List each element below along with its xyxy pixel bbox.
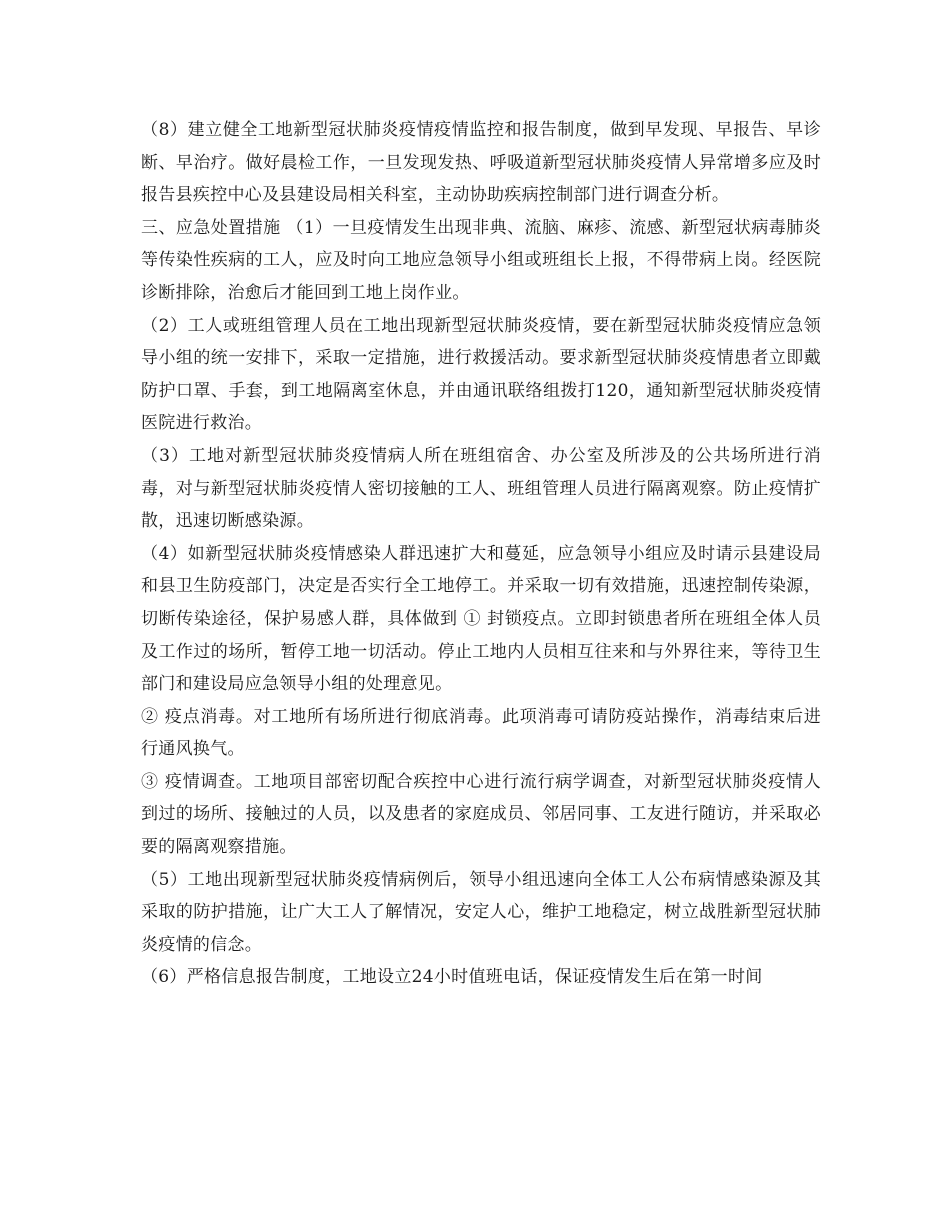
paragraph-emergency-measures-1: 三、应急处置措施 （1）一旦疫情发生出现非典、流脑、麻疹、流感、新型冠状病毒肺炎等传染性疾病的工人，应及时向工地应急领导小组或班组长上报，不得带病上岗。经医院诊断排除，治愈后才能回到工地上岗作业。 [141,217,821,303]
paragraph-disinfection: ② 疫点消毒。对工地所有场所进行彻底消毒。此项消毒可请防疫站操作，消毒结束后进行通风换气。 [141,706,821,760]
document-body [141,114,821,994]
paragraph-emergency-measures-2: （2）工人或班组管理人员在工地出现新型冠状肺炎疫情，要在新型冠状肺炎疫情应急领导小组的统一安排下，采取一定措施，进行救援活动。要求新型冠状肺炎疫情患者立即戴防护口罩、手套，到工地隔离室休息，并由通讯联络组拨打120，通知新型冠状肺炎疫情医院进行救治。 [141,315,821,434]
paragraph-emergency-measures-4: （4）如新型冠状肺炎疫情感染人群迅速扩大和蔓延，应急领导小组应及时请示县建设局和县卫生防疫部门，决定是否实行全工地停工。并采取一切有效措施，迅速控制传染源，切断传染途径，保护易感人群，具体做到 ① 封锁疫点。立即封锁患者所在班组全体人员及工作过的场所，暂停工地一切活动。停止工地内人员相互往来和与外界往来，等待卫生部门和建设局应急领导小组的处理意见。 [141,543,821,695]
paragraph-monitoring-system: （8）建立健全工地新型冠状肺炎疫情疫情监控和报告制度，做到早发现、早报告、早诊断、早治疗。做好晨检工作，一旦发现发热、呼吸道新型冠状肺炎疫情人异常增多应及时报告县疾控中心及县建设局相关科室，主动协助疾病控制部门进行调查分析。 [141,120,821,206]
paragraph-investigation: ③ 疫情调查。工地项目部密切配合疾控中心进行流行病学调查，对新型冠状肺炎疫情人到过的场所、接触过的人员，以及患者的家庭成员、邻居同事、工友进行随访，并采取必要的隔离观察措施。 [141,771,821,858]
paragraph-emergency-measures-3: （3）工地对新型冠状肺炎疫情病人所在班组宿舍、办公室及所涉及的公共场所进行消毒，对与新型冠状肺炎疫情人密切接触的工人、班组管理人员进行隔离观察。防止疫情扩散，迅速切断感染源。 [141,445,821,532]
paragraph-emergency-measures-6: （6）严格信息报告制度，工地设立24小时值班电话，保证疫情发生后在第一时间 [141,967,763,988]
paragraph-emergency-measures-5: （5）工地出现新型冠状肺炎疫情病例后，领导小组迅速向全体工人公布病情感染源及其采取的防护措施，让广大工人了解情况，安定人心，维护工地稳定，树立战胜新型冠状肺炎疫情的信念。 [141,869,821,955]
